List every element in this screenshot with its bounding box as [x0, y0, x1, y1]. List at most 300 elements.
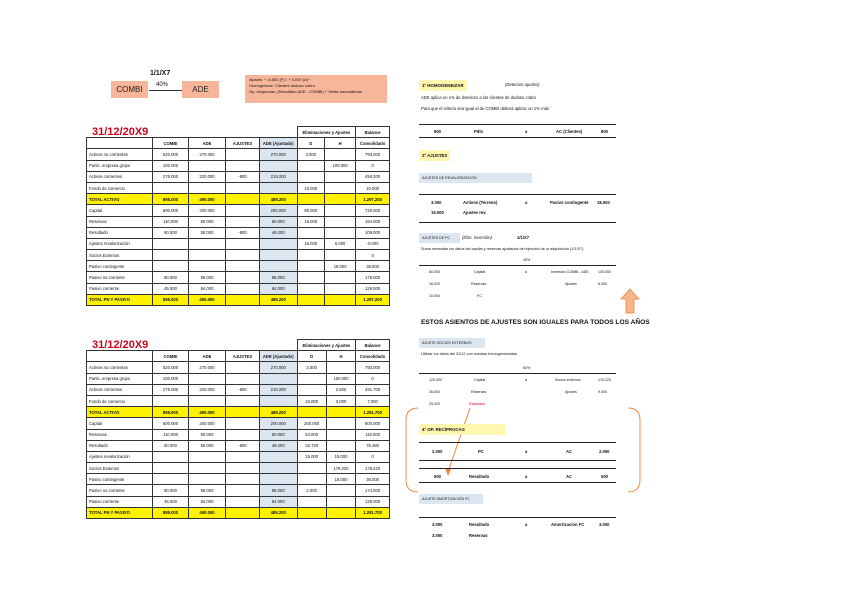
- table-cell: [226, 261, 260, 272]
- table-row: [87, 250, 390, 261]
- table-cell: 60.000: [153, 440, 189, 451]
- row-label: Pasivo no corriente: [87, 485, 153, 496]
- sheet1-body: [87, 149, 390, 306]
- j3-credit-account: Inversión COMBI - ADE: [551, 270, 589, 274]
- table-row: [87, 507, 390, 518]
- table-row: [87, 440, 390, 451]
- table-row: [87, 261, 390, 272]
- table-cell: [297, 463, 326, 474]
- table-row: [87, 407, 390, 418]
- table-cell: 491.700: [356, 384, 390, 395]
- j3-account-3: FC: [477, 294, 482, 298]
- table-cell: [226, 474, 260, 485]
- row-label: Activos no corrientes: [87, 362, 153, 373]
- table-cell: [226, 451, 260, 462]
- j3-credit-amount-2: 6.000: [598, 282, 607, 286]
- sheet2-table: [86, 339, 390, 519]
- table-cell: [326, 440, 355, 451]
- j4-amount: 120.000: [429, 378, 442, 382]
- table-row: [87, 474, 390, 485]
- col-header: ADE (Ajustado): [260, 351, 298, 362]
- table-cell: [325, 216, 356, 227]
- table-cell: [226, 496, 260, 507]
- table-cell: [153, 474, 189, 485]
- table-cell: 100.000: [153, 160, 189, 171]
- table-cell: [153, 463, 189, 474]
- table-cell: [325, 149, 356, 160]
- table-cell: 80.000: [153, 272, 189, 283]
- table-cell: [189, 261, 226, 272]
- sheet2-group-header: Eliminaciones y Ajustes: [297, 340, 356, 351]
- table-cell: [325, 250, 356, 261]
- divider: [419, 468, 616, 469]
- table-cell: [226, 418, 260, 429]
- table-cell: 1.291.700: [356, 407, 390, 418]
- j5-account: PC: [478, 449, 484, 454]
- table-cell: [153, 395, 189, 406]
- table-cell: 96.000: [260, 485, 298, 496]
- col-header: ADE (Ajustado): [260, 138, 298, 149]
- pc-adjust-box: AJUSTES DE PC: [419, 233, 460, 243]
- j4-account-3: Resultado: [469, 402, 486, 406]
- table-row: [87, 194, 390, 205]
- table-cell: [226, 205, 260, 216]
- col-header: H: [325, 138, 356, 149]
- table-cell: [260, 250, 298, 261]
- table-cell: 6.000: [325, 238, 356, 249]
- table-cell: [153, 250, 189, 261]
- table-cell: [260, 238, 298, 249]
- table-cell: [297, 171, 325, 182]
- j2-debit-account-2: Ajustes rev.: [463, 210, 487, 215]
- j2-debit-amount: 3.000: [431, 200, 442, 205]
- j6-account-2: Reservas: [469, 533, 488, 538]
- table-cell: 600.000: [153, 205, 189, 216]
- combi-box: COMBI: [111, 81, 148, 98]
- table-cell: 176.220: [356, 463, 390, 474]
- j1-a: a: [525, 129, 528, 134]
- table-cell: 80.000: [153, 485, 189, 496]
- table-cell: [226, 429, 260, 440]
- table-cell: 110.000: [153, 429, 189, 440]
- table-cell: 489.200: [260, 194, 298, 205]
- j6-amount: 3.000: [432, 522, 443, 527]
- table-cell: 54.000: [297, 429, 326, 440]
- table-cell: [325, 171, 356, 182]
- j1-debit-amount: 800: [434, 129, 441, 134]
- j4-credit-account-2: Ajustes: [565, 390, 577, 394]
- table-row: [87, 451, 390, 462]
- ade-box: ADE: [182, 81, 219, 98]
- row-label: Activos corrientes: [87, 384, 153, 395]
- table-cell: 60.000: [260, 429, 298, 440]
- table-cell: 895.000: [153, 194, 189, 205]
- divider: [419, 222, 616, 223]
- j3-credit-account-2: Ajustes: [565, 282, 577, 286]
- table-cell: [260, 451, 298, 462]
- table-cell: [260, 373, 298, 384]
- external-partners-box: AJUSTE SOCIOS EXTERNOS: [419, 338, 485, 348]
- table-cell: [326, 507, 355, 518]
- pc-adjust-date: 1/1/X7: [517, 235, 530, 240]
- col-header: AJUSTES: [226, 351, 260, 362]
- table-cell: [189, 238, 226, 249]
- table-cell: 10.000: [297, 395, 326, 406]
- row-label: Activos no corrientes: [87, 149, 153, 160]
- table-cell: 1.291.700: [356, 507, 390, 518]
- table-cell: [226, 485, 260, 496]
- table-cell: 490.000: [189, 194, 226, 205]
- sheet1-table: [86, 126, 390, 306]
- table-cell: [189, 250, 226, 261]
- j2-credit-amount: 18.000: [597, 200, 610, 205]
- divider: [419, 517, 616, 518]
- j6-credit-account: Amortización FC: [551, 522, 585, 527]
- table-row: [87, 362, 390, 373]
- homogenize-text-2: Para que el criterio sea igual al de COMBI deberá aplicar un 1% más: [421, 106, 550, 111]
- table-cell: [189, 463, 226, 474]
- table-cell: [297, 272, 325, 283]
- external-partners-text: Utilizar los datos del 31/12 con cuentas homogeneizadas: [421, 352, 518, 356]
- percent-40: 40%: [523, 258, 531, 262]
- row-label: Ajustes revalorización: [87, 451, 153, 462]
- table-row: [87, 227, 390, 238]
- table-cell: [297, 407, 326, 418]
- table-cell: 520.000: [153, 362, 189, 373]
- table-cell: 2.000: [297, 485, 326, 496]
- table-cell: 50.000: [189, 227, 226, 238]
- table-cell: [189, 160, 226, 171]
- table-cell: [325, 227, 356, 238]
- table-cell: 60.000: [189, 429, 226, 440]
- table-cell: [226, 160, 260, 171]
- table-cell: [226, 283, 260, 294]
- table-cell: 96.000: [189, 272, 226, 283]
- row-label: Resultado: [87, 227, 153, 238]
- table-cell: 3.000: [297, 362, 326, 373]
- table-row: [87, 395, 390, 406]
- table-cell: [326, 429, 355, 440]
- table-row: [87, 384, 390, 395]
- table-cell: 60.000: [260, 216, 298, 227]
- row-label: Fondo de comercio: [87, 182, 153, 193]
- table-row: [87, 149, 390, 160]
- table-cell: 7.000: [356, 395, 390, 406]
- j4-a: a: [525, 378, 527, 382]
- headline: ESTOS ASIENTOS DE AJUSTES SON IGUALES PARA TODOS LOS AÑOS: [421, 319, 650, 326]
- table-cell: 220.000: [189, 171, 226, 182]
- ownership-percent: 40%: [156, 82, 169, 88]
- table-cell: 10.000: [297, 182, 325, 193]
- j2-debit-amount-2: 15.000: [431, 210, 444, 215]
- table-cell: 50.000: [189, 440, 226, 451]
- col-header: COMBI: [153, 351, 189, 362]
- row-label: Pasivo corriente: [87, 283, 153, 294]
- table-cell: -800: [226, 440, 260, 451]
- pc-adjust-sub: (Elim. inversión): [462, 235, 493, 240]
- col-header: ADE: [189, 351, 226, 362]
- j2-debit-account: Activos (Terreno): [463, 200, 498, 205]
- table-cell: [226, 149, 260, 160]
- section-homogenize-title: 1º HOMOGENEIZAR: [419, 80, 467, 91]
- row-label: Pasivo contingente: [87, 474, 153, 485]
- table-cell: 116.000: [356, 429, 390, 440]
- j4-amount-2: 36.000: [429, 390, 440, 394]
- table-cell: 490.000: [189, 294, 226, 305]
- j3-credit-amount: 100.000: [598, 270, 611, 274]
- j5-a: a: [525, 449, 528, 454]
- table-cell: [297, 227, 325, 238]
- divider: [419, 460, 616, 461]
- j4-amount-3: 29.220: [429, 402, 440, 406]
- table-cell: 600.000: [153, 418, 189, 429]
- j5-amount: 2.000: [432, 449, 443, 454]
- table-cell: 100.000: [325, 160, 356, 171]
- table-cell: 96.000: [260, 272, 298, 283]
- table-cell: 60.000: [189, 216, 226, 227]
- table-row: [87, 272, 390, 283]
- note-line: Ajustes: * -6.800 (P) / + 3.000 (A)*: [249, 77, 310, 82]
- table-cell: [226, 362, 260, 373]
- j4-account-2: Reservas: [471, 390, 487, 394]
- table-cell: [260, 160, 298, 171]
- table-row: [87, 171, 390, 182]
- table-cell: 793.000: [356, 149, 390, 160]
- acquisition-date: 1/1/X7: [150, 70, 171, 77]
- row-label: Pasivo no corriente: [87, 272, 153, 283]
- col-header: D: [297, 138, 325, 149]
- row-label: Partic. empresa grupo: [87, 373, 153, 384]
- table-cell: [326, 496, 355, 507]
- table-cell: -800: [226, 227, 260, 238]
- j6-a: a: [525, 522, 528, 527]
- col-header: H: [326, 351, 355, 362]
- table-cell: [189, 451, 226, 462]
- j3-amount-2: 16.000: [429, 282, 440, 286]
- table-row: [87, 294, 390, 305]
- table-cell: 490.000: [189, 407, 226, 418]
- j1-debit-account: Pdts: [474, 129, 484, 134]
- table-cell: 489.200: [260, 407, 298, 418]
- table-cell: 84.000: [189, 283, 226, 294]
- col-header: [87, 138, 153, 149]
- table-cell: [297, 507, 326, 518]
- table-cell: 720.000: [356, 205, 390, 216]
- j4-account: Capital: [474, 378, 486, 382]
- table-cell: [226, 373, 260, 384]
- table-cell: 895.000: [153, 294, 189, 305]
- table-cell: 793.000: [356, 362, 390, 373]
- table-cell: 176.000: [356, 272, 390, 283]
- table-cell: 200.000: [297, 418, 326, 429]
- table-cell: 3.000: [297, 149, 325, 160]
- table-cell: [226, 194, 260, 205]
- table-cell: [189, 373, 226, 384]
- percent-60: 60%: [523, 366, 531, 370]
- table-cell: [153, 261, 189, 272]
- table-cell: [226, 182, 260, 193]
- table-cell: 270.000: [260, 149, 298, 160]
- divider: [419, 442, 616, 443]
- table-row: [87, 373, 390, 384]
- table-cell: 49.200: [260, 440, 298, 451]
- table-cell: 38.000: [356, 261, 390, 272]
- divider: [419, 265, 616, 266]
- table-cell: [297, 160, 325, 171]
- table-cell: [226, 294, 260, 305]
- table-cell: 45.000: [153, 496, 189, 507]
- table-cell: 96.000: [189, 485, 226, 496]
- sheet2-body: [87, 362, 390, 519]
- table-cell: [325, 182, 356, 193]
- table-cell: 60.000: [153, 227, 189, 238]
- table-cell: [325, 294, 356, 305]
- table-cell: [260, 261, 298, 272]
- row-label: TOTAL ACTIVO: [87, 194, 153, 205]
- table-cell: 219.200: [260, 171, 298, 182]
- fc-amortization-box: AJUSTE AMORTIZACIÓN FC: [419, 494, 483, 504]
- table-cell: 0: [356, 451, 390, 462]
- table-cell: 110.000: [153, 216, 189, 227]
- col-header: AJUSTES: [226, 138, 260, 149]
- table-cell: 16.000: [297, 216, 325, 227]
- table-cell: [226, 507, 260, 518]
- row-label: Partic. empresa grupo: [87, 160, 153, 171]
- j4-credit-amount-2: 9.000: [598, 390, 607, 394]
- table-cell: 200.000: [189, 418, 226, 429]
- j1-credit-account: AC (Clientes): [556, 129, 583, 134]
- sheet1-balance-header: Balance: [356, 127, 390, 138]
- sheet2-balance-header: Balance: [356, 340, 390, 351]
- col-header: [87, 351, 153, 362]
- table-cell: 3.000: [326, 395, 355, 406]
- table-cell: 895.000: [153, 407, 189, 418]
- table-cell: 154.000: [356, 216, 390, 227]
- table-cell: 45.000: [153, 283, 189, 294]
- j6-amount-2: 3.000: [432, 533, 443, 538]
- table-cell: [297, 474, 326, 485]
- row-label: Activos corrientes: [87, 171, 153, 182]
- row-label: Reservas: [87, 429, 153, 440]
- j2-a: a: [525, 200, 528, 205]
- j5-a-2: a: [525, 474, 528, 479]
- j3-a: a: [525, 270, 527, 274]
- table-cell: [260, 182, 298, 193]
- table-cell: 0: [356, 373, 390, 384]
- table-row: [87, 429, 390, 440]
- j3-amount-3: 10.000: [429, 294, 440, 298]
- table-row: [87, 182, 390, 193]
- j1-credit-amount: 800: [601, 129, 608, 134]
- j3-amount: 80.000: [429, 270, 440, 274]
- table-cell: 15.000: [326, 451, 355, 462]
- j4-credit-account: Socios externos: [555, 378, 581, 382]
- j5-credit-account: AC: [566, 449, 573, 454]
- divider: [419, 137, 616, 138]
- table-cell: 489.200: [260, 507, 298, 518]
- sheet1-date: 31/12/20X9: [92, 126, 149, 138]
- table-cell: [325, 272, 356, 283]
- revaluation-box: AJUSTES DE REVALORIZACIÓN: [419, 173, 532, 183]
- table-cell: 520.000: [153, 149, 189, 160]
- table-cell: [226, 216, 260, 227]
- table-cell: 1.297.200: [356, 294, 390, 305]
- table-cell: 109.000: [356, 227, 390, 238]
- table-cell: [297, 384, 326, 395]
- table-cell: 2.500: [326, 384, 355, 395]
- table-cell: 0: [356, 160, 390, 171]
- table-cell: [189, 395, 226, 406]
- note-line: Homogenizar: Clientes dudoso cobro: [249, 83, 315, 88]
- table-cell: [297, 250, 325, 261]
- table-cell: 219.200: [260, 384, 298, 395]
- table-cell: [226, 463, 260, 474]
- table-cell: 0: [356, 250, 390, 261]
- table-cell: 600.000: [356, 418, 390, 429]
- section-reciprocal-title: 4º OP. RECÍPROCAS: [419, 424, 505, 435]
- table-cell: [226, 238, 260, 249]
- table-cell: 15.000: [297, 238, 325, 249]
- table-row: [87, 485, 390, 496]
- row-label: Socios Externos: [87, 463, 153, 474]
- row-label: TOTAL PN Y PASIVO: [87, 294, 153, 305]
- table-cell: [226, 395, 260, 406]
- table-row: [87, 418, 390, 429]
- section-adjustments-title: 2º AJUSTES: [419, 150, 450, 161]
- table-cell: [226, 272, 260, 283]
- table-cell: 494.200: [356, 171, 390, 182]
- table-cell: [325, 194, 356, 205]
- table-cell: [226, 407, 260, 418]
- row-label: Capital: [87, 205, 153, 216]
- table-cell: [297, 373, 326, 384]
- row-label: Capital: [87, 418, 153, 429]
- j3-account-2: Reservas: [471, 282, 487, 286]
- row-label: TOTAL ACTIVO: [87, 407, 153, 418]
- table-cell: 270.000: [189, 149, 226, 160]
- table-cell: 84.000: [260, 496, 298, 507]
- table-cell: 18.000: [326, 474, 355, 485]
- row-label: Pasivo contingente: [87, 261, 153, 272]
- table-cell: 80.000: [297, 205, 325, 216]
- table-cell: 84.000: [260, 283, 298, 294]
- row-label: Ajustes revalorización: [87, 238, 153, 249]
- section-homogenize-sub: (Deterioro ajustes): [505, 82, 540, 87]
- table-row: [87, 160, 390, 171]
- table-cell: -9.000: [356, 238, 390, 249]
- sheet1-col-headers: [87, 138, 390, 149]
- table-cell: [260, 463, 298, 474]
- col-header: COMBI: [153, 138, 189, 149]
- table-cell: 18.000: [325, 261, 356, 272]
- table-cell: [297, 261, 325, 272]
- table-cell: [153, 182, 189, 193]
- table-cell: 174.000: [356, 485, 390, 496]
- row-label: TOTAL PN Y PASIVO: [87, 507, 153, 518]
- table-cell: 10.000: [356, 182, 390, 193]
- table-row: [87, 205, 390, 216]
- table-cell: 270.000: [260, 362, 298, 373]
- table-cell: [297, 294, 325, 305]
- col-header: ADE: [189, 138, 226, 149]
- table-cell: [260, 474, 298, 485]
- col-header: D: [297, 351, 326, 362]
- table-cell: [189, 474, 226, 485]
- table-cell: 38.000: [356, 474, 390, 485]
- adjustments-note: [245, 75, 387, 103]
- col-header: Consolidado: [356, 138, 390, 149]
- j6-account: Resultado: [469, 522, 490, 527]
